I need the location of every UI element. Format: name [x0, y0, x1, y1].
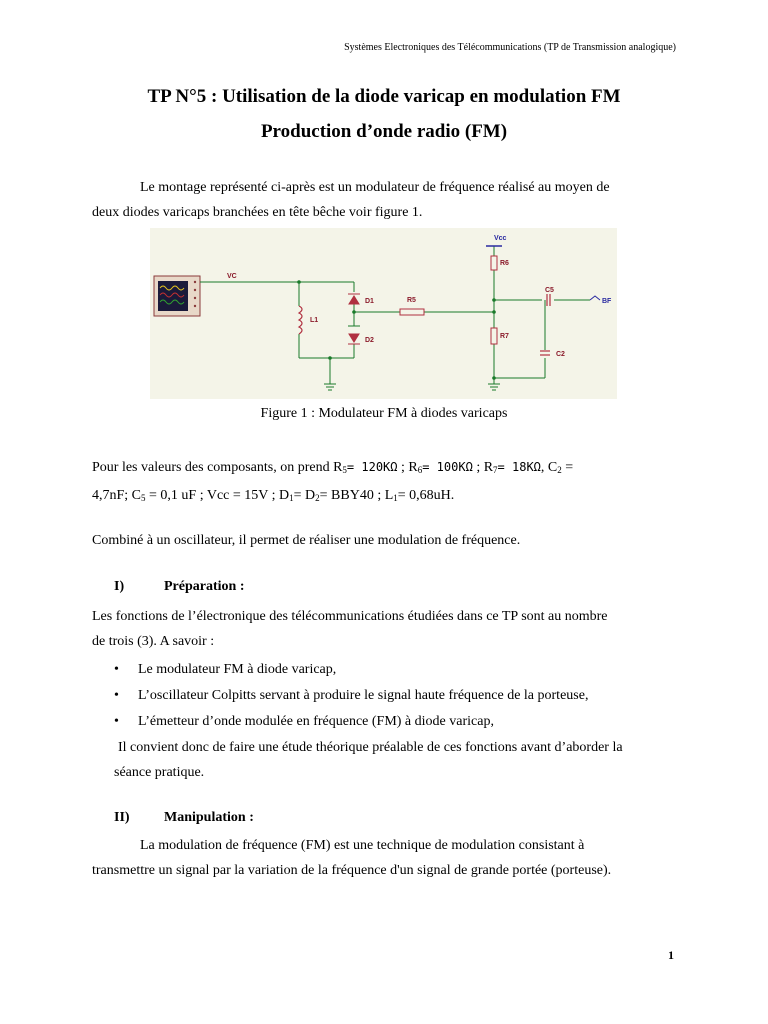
label-r6: R6 [500, 260, 509, 267]
section-1-title: Préparation : [164, 579, 245, 594]
figure-caption: Figure 1 : Modulateur FM à diodes varicaps [260, 406, 508, 421]
page-subtitle: Production d’onde radio (FM) [260, 121, 508, 142]
label-l1: L1 [310, 317, 319, 324]
page-title: TP N°5 : Utilisation de la diode varicap en modulation FM [147, 86, 621, 107]
circuit-schematic [150, 228, 617, 399]
label-vc: VC [227, 273, 237, 280]
label-c2: C2 [556, 351, 565, 358]
section-1-line-1: Les fonctions de l’électronique des télécommunications étudiées dans ce TP sont au nombre [92, 609, 608, 624]
r5-symbol: R [333, 460, 343, 475]
label-r5: R5 [407, 297, 416, 304]
label-r7: R7 [500, 333, 509, 340]
r6-value: = 100KΩ [422, 460, 473, 474]
list-item: • Le modulateur FM à diode varicap, [92, 657, 677, 683]
intro-paragraph [92, 175, 677, 225]
list-item: • L’émetteur d’onde modulée en fréquence (FM) à diode varicap, [92, 709, 677, 735]
junction-dots [297, 280, 496, 380]
intro-line-2: deux diodes varicaps branchées en tête bêche voir figure 1. [92, 205, 423, 220]
section-1-number: I) [114, 579, 125, 594]
label-d2: D2 [365, 337, 374, 344]
inductor-l1 [299, 306, 302, 334]
section-2-line-1: La modulation de fréquence (FM) est une technique de modulation consistant à [140, 838, 585, 853]
running-header: Systèmes Electroniques des Télécommunications (TP de Transmission analogique) [344, 42, 676, 53]
capacitor-c2 [540, 351, 550, 355]
r5-sub: 5 [342, 465, 347, 475]
c2-sub: 2 [557, 465, 562, 475]
bf-output-terminal [590, 296, 600, 300]
label-c5: C5 [545, 287, 554, 294]
values-line-1: Pour les valeurs des composants, on prend $R_5= 120K\Omega$ ; $R_6= 100K\Omega$ ; $R_7= 18K\Omega$, $C_2$ = [92, 460, 574, 475]
r5-value: = 120KΩ [346, 460, 398, 474]
c5-vcc-values: = 0,1 uF ; Vcc = 15V ; D [145, 488, 290, 503]
l1-value: = 0,68uH. [397, 488, 455, 503]
circuit-figure [150, 228, 617, 399]
signal-generator [154, 276, 200, 316]
resistor-r7 [491, 328, 497, 344]
section-2-number: II) [114, 810, 130, 825]
l1-sub: 1 [393, 493, 398, 503]
section-1-heading [92, 579, 244, 595]
section-1-conclusion-1: Il convient donc de faire une étude théorique préalable de ces fonctions avant d’aborder la [118, 740, 623, 755]
c2-eq: = [561, 460, 574, 475]
intro-line-1: Le montage représenté ci-après est un modulateur de fréquence réalisé au moyen de [140, 180, 610, 195]
r7-symbol: R [483, 460, 494, 475]
diode-l1-values: = BBY40 ; L [319, 488, 394, 503]
values-intro: Pour les valeurs des composants, on prend [92, 460, 334, 475]
section-1-line-2: de trois (3). A savoir : [92, 634, 215, 649]
c2-symbol: C [547, 460, 558, 475]
r6-sub: 6 [417, 465, 423, 475]
r6-symbol: R [408, 460, 418, 475]
section-2-heading [92, 810, 254, 826]
page-number: 1 [668, 948, 674, 962]
c2-value: 4,7nF; C [92, 488, 142, 503]
label-d1: D1 [365, 298, 374, 305]
resistor-r5 [400, 309, 424, 315]
label-bf: BF [602, 298, 612, 305]
functions-list [92, 657, 677, 735]
combine-text: Combiné à un oscillateur, il permet de réaliser une modulation de fréquence. [92, 533, 521, 548]
d2-sub: 2 [315, 493, 320, 503]
r7-sub: 7 [493, 465, 498, 475]
circuit-wires [200, 246, 590, 384]
resistor-r6 [491, 256, 497, 270]
section-1-body [92, 604, 677, 785]
r7-value: = 18KΩ [497, 460, 541, 474]
combine-paragraph [92, 528, 677, 553]
component-values [92, 455, 677, 511]
section-2-title: Manipulation : [164, 810, 254, 825]
c5-sub: 5 [141, 493, 146, 503]
ground-symbols [324, 384, 500, 390]
values-line-2 [92, 483, 677, 511]
diode-d2 [348, 326, 360, 344]
list-item: • L’oscillateur Colpitts servant à produire le signal haute fréquence de la porteuse, [92, 683, 677, 709]
section-2-line-2: transmettre un signal par la variation de la fréquence d'un signal de grande portée (porteuse). [92, 863, 612, 878]
label-vcc: Vcc [494, 235, 507, 242]
d1-sub: 1 [289, 493, 294, 503]
section-1-conclusion-2: séance pratique. [114, 765, 205, 780]
d2-symbol: = D [293, 488, 316, 503]
section-2-body [92, 833, 677, 883]
capacitor-c5 [547, 294, 550, 306]
diode-d1 [348, 294, 360, 304]
